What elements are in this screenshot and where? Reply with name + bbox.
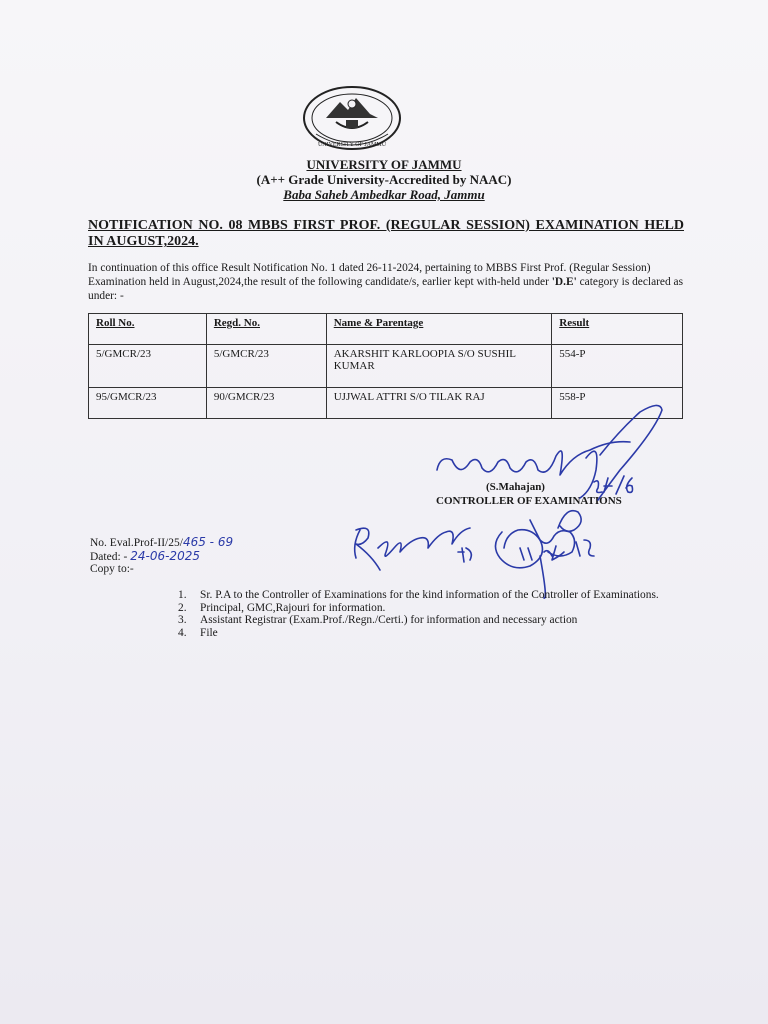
col-result: Result: [552, 314, 683, 345]
table-header-row: [89, 314, 683, 345]
university-address: Baba Saheb Ambedkar Road, Jammu: [283, 187, 485, 202]
cell-name: AKARSHIT KARLOOPIA S/O SUSHIL KUMAR: [326, 345, 552, 388]
list-item: [174, 614, 679, 627]
intro-paragraph: [88, 261, 684, 303]
copy-to-label: Copy to:-: [90, 563, 134, 575]
cell-result: 554-P: [552, 345, 683, 388]
signatory-designation: CONTROLLER OF EXAMINATIONS: [436, 495, 622, 507]
notification-title: NOTIFICATION NO. 08 MBBS FIRST PROF. (REGULAR SESSION) EXAMINATION HELD IN AUGUST,2024.: [88, 218, 684, 249]
table-row: [89, 388, 683, 419]
signatory-name: (S.Mahajan): [486, 481, 545, 493]
list-item: [174, 589, 679, 602]
reference-handwritten-number: 465 - 69: [182, 535, 234, 549]
col-name-parentage: Name & Parentage: [326, 314, 552, 345]
intro-category: 'D.E': [551, 276, 577, 288]
list-item: [174, 602, 679, 615]
list-item-number: 1.: [178, 589, 187, 601]
intro-text-end: category is declared as under: -: [88, 276, 684, 302]
list-item-number: 4.: [178, 626, 187, 639]
list-item-number: 3.: [178, 614, 187, 626]
list-item-text: Sr. P.A to the Controller of Examinations for the kind information of the Controller of Examinations.: [200, 589, 659, 601]
intro-text: In continuation of this office Result Notification No. 1 dated 26-11-2024, pertaining to MBBS First Prof. (Regular Session) Examination held in August,2024,the result of the following candidate/s, earlier kept with-held under: [88, 262, 651, 288]
list-item-text: Assistant Registrar (Exam.Prof./Regn./Certi.) for information and necessary action: [200, 614, 578, 626]
col-roll-no: Roll No.: [89, 314, 207, 345]
reference-prefix: No. Eval.Prof-II/25/: [90, 537, 183, 549]
reference-date: [90, 549, 200, 563]
svg-text:UNIVERSITY OF JAMMU: UNIVERSITY OF JAMMU: [317, 142, 387, 148]
university-grade: (A++ Grade University-Accredited by NAAC): [256, 172, 512, 187]
cell-result: 558-P: [552, 388, 683, 419]
university-seal-logo: [296, 84, 408, 156]
cell-name: UJJWAL ATTRI S/O TILAK RAJ: [326, 388, 552, 419]
copy-to-list: [174, 589, 679, 639]
reference-number: [90, 535, 233, 549]
university-name: UNIVERSITY OF JAMMU: [306, 157, 462, 172]
dated-label: Dated: -: [90, 551, 131, 563]
col-regd-no: Regd. No.: [206, 314, 326, 345]
list-item-number: 2.: [178, 601, 187, 614]
cell-roll-no: 5/GMCR/23: [89, 345, 207, 388]
cell-roll-no: 95/GMCR/23: [89, 388, 207, 419]
results-table: [88, 313, 683, 419]
cell-regd-no: 90/GMCR/23: [206, 388, 326, 419]
cell-regd-no: 5/GMCR/23: [206, 345, 326, 388]
list-item: [174, 627, 679, 640]
list-item-text: Principal, GMC,Rajouri for information.: [200, 601, 386, 614]
dated-handwritten: 24-06-2025: [130, 549, 200, 563]
list-item-text: File: [200, 626, 218, 639]
table-row: [89, 345, 683, 388]
